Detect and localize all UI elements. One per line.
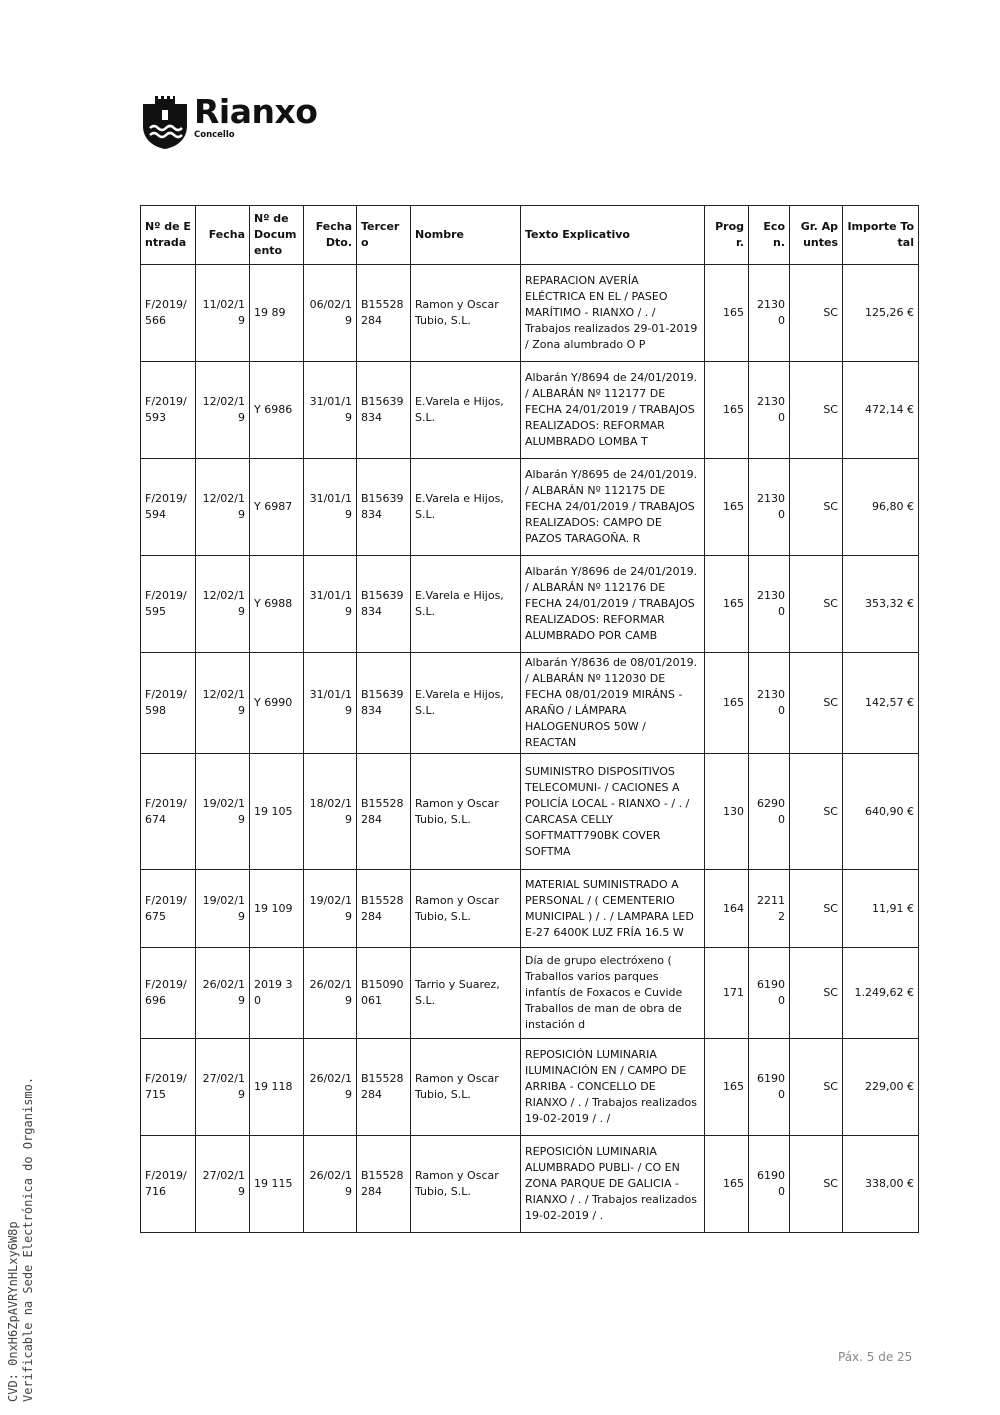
cell-description: Albarán Y/8636 de 08/01/2019. / ALBARÁN Nº 112030 DE FECHA 08/01/2019 MIRÁNS - ARAÑO / LÁMPARA HALOGENUROS 50W / REACTAN	[521, 653, 705, 754]
cell-entry-group: SC	[790, 265, 843, 362]
cell-supplier-name: Ramon y Oscar Tubio, S.L.	[411, 754, 521, 870]
header-total-amount: Importe Total	[843, 206, 919, 265]
cell-entry-group: SC	[790, 556, 843, 653]
cell-document-date: 31/01/19	[304, 556, 357, 653]
table-row	[141, 459, 919, 556]
cell-document-date: 26/02/19	[304, 948, 357, 1039]
cell-third-party-id: B15639834	[357, 556, 411, 653]
cell-supplier-name: E.Varela e Hijos, S.L.	[411, 653, 521, 754]
cell-economic-code: 21300	[749, 556, 790, 653]
logo	[142, 92, 342, 152]
cell-description: Albarán Y/8696 de 24/01/2019. / ALBARÁN Nº 112176 DE FECHA 24/01/2019 / TRABAJOS REALIZADOS: REFORMAR ALUMBRADO POR CAMB	[521, 556, 705, 653]
cell-third-party-id: B15528284	[357, 1039, 411, 1136]
cell-document-date: 26/02/19	[304, 1136, 357, 1233]
cell-document-date: 18/02/19	[304, 754, 357, 870]
cell-third-party-id: B15528284	[357, 1136, 411, 1233]
table-header-row	[141, 206, 919, 265]
cell-description: REPOSICIÓN LUMINARIA ALUMBRADO PUBLI- / CO EN ZONA PARQUE DE GALICIA - RIANXO / . / Trabajos realizados 19-02-2019 / .	[521, 1136, 705, 1233]
cell-description: Día de grupo electróxeno ( Traballos varios parques infantís de Foxacos e Cuvide Traballos de man de obra de instación d	[521, 948, 705, 1039]
cell-document-date: 06/02/19	[304, 265, 357, 362]
header-document-number: Nº de Documento	[250, 206, 304, 265]
cell-document-number: 19 109	[250, 870, 304, 948]
cell-document-date: 31/01/19	[304, 653, 357, 754]
cell-economic-code: 21300	[749, 459, 790, 556]
cell-total-amount: 338,00 €	[843, 1136, 919, 1233]
cell-economic-code: 62900	[749, 754, 790, 870]
cell-total-amount: 125,26 €	[843, 265, 919, 362]
cvd-code: CVD: 0nxH6ZpAVRYnHLxy6W8p	[6, 1221, 20, 1402]
table-row	[141, 653, 919, 754]
cell-date: 11/02/19	[196, 265, 250, 362]
cell-document-date: 19/02/19	[304, 870, 357, 948]
cvd-note: Verificable na Sede Electrónica do Organismo.	[21, 1076, 35, 1402]
cell-document-number: 19 89	[250, 265, 304, 362]
cell-description: MATERIAL SUMINISTRADO A PERSONAL / ( CEMENTERIO MUNICIPAL ) / . / LAMPARA LED E-27 6400K LUZ FRÍA 16.5 W	[521, 870, 705, 948]
cell-document-number: Y 6987	[250, 459, 304, 556]
cell-document-number: 19 105	[250, 754, 304, 870]
cell-total-amount: 96,80 €	[843, 459, 919, 556]
table-row	[141, 556, 919, 653]
cell-entry-number: F/2019/716	[141, 1136, 196, 1233]
cell-document-number: Y 6988	[250, 556, 304, 653]
cell-supplier-name: Ramon y Oscar Tubio, S.L.	[411, 870, 521, 948]
header-program: Progr.	[705, 206, 749, 265]
cell-date: 27/02/19	[196, 1136, 250, 1233]
header-document-date: Fecha Dto.	[304, 206, 357, 265]
cell-economic-code: 61900	[749, 1136, 790, 1233]
cell-third-party-id: B15528284	[357, 754, 411, 870]
cell-economic-code: 21300	[749, 362, 790, 459]
cell-document-number: 19 118	[250, 1039, 304, 1136]
cell-entry-number: F/2019/593	[141, 362, 196, 459]
cell-program: 165	[705, 1136, 749, 1233]
cell-supplier-name: Ramon y Oscar Tubio, S.L.	[411, 1039, 521, 1136]
cell-program: 165	[705, 459, 749, 556]
table-row	[141, 362, 919, 459]
cell-economic-code: 61900	[749, 948, 790, 1039]
header-description: Texto Explicativo	[521, 206, 705, 265]
cell-third-party-id: B15639834	[357, 362, 411, 459]
cell-total-amount: 142,57 €	[843, 653, 919, 754]
cell-document-number: Y 6990	[250, 653, 304, 754]
cell-entry-group: SC	[790, 870, 843, 948]
header-entry-group: Gr. Apuntes	[790, 206, 843, 265]
cell-date: 12/02/19	[196, 459, 250, 556]
cell-program: 164	[705, 870, 749, 948]
cell-third-party-id: B15528284	[357, 265, 411, 362]
cell-description: REPOSICIÓN LUMINARIA ILUMINACIÓN EN / CAMPO DE ARRIBA - CONCELLO DE RIANXO / . / Trabajos realizados 19-02-2019 / . /	[521, 1039, 705, 1136]
cell-entry-number: F/2019/594	[141, 459, 196, 556]
header-date: Fecha	[196, 206, 250, 265]
cell-date: 12/02/19	[196, 556, 250, 653]
cell-date: 26/02/19	[196, 948, 250, 1039]
cell-third-party-id: B15090061	[357, 948, 411, 1039]
cell-third-party-id: B15528284	[357, 870, 411, 948]
cell-entry-number: F/2019/715	[141, 1039, 196, 1136]
header-entry-number: Nº de Entrada	[141, 206, 196, 265]
cell-economic-code: 61900	[749, 1039, 790, 1136]
cell-entry-number: F/2019/675	[141, 870, 196, 948]
cell-entry-group: SC	[790, 1039, 843, 1136]
cell-document-number: Y 6986	[250, 362, 304, 459]
cell-description: Albarán Y/8695 de 24/01/2019. / ALBARÁN Nº 112175 DE FECHA 24/01/2019 / TRABAJOS REALIZADOS: CAMPO DE PAZOS TARAGOÑA. R	[521, 459, 705, 556]
cell-supplier-name: E.Varela e Hijos, S.L.	[411, 556, 521, 653]
cell-document-date: 26/02/19	[304, 1039, 357, 1136]
table-row	[141, 754, 919, 870]
cell-entry-number: F/2019/595	[141, 556, 196, 653]
cell-entry-group: SC	[790, 948, 843, 1039]
cell-economic-code: 21300	[749, 653, 790, 754]
cell-date: 19/02/19	[196, 754, 250, 870]
cell-supplier-name: E.Varela e Hijos, S.L.	[411, 459, 521, 556]
logo-title: Rianxo	[194, 92, 318, 131]
cell-total-amount: 472,14 €	[843, 362, 919, 459]
cell-entry-number: F/2019/696	[141, 948, 196, 1039]
cell-total-amount: 11,91 €	[843, 870, 919, 948]
cell-program: 130	[705, 754, 749, 870]
cell-entry-group: SC	[790, 459, 843, 556]
cell-program: 165	[705, 362, 749, 459]
cell-document-number: 19 115	[250, 1136, 304, 1233]
shield-icon	[142, 96, 188, 150]
cell-description: Albarán Y/8694 de 24/01/2019. / ALBARÁN Nº 112177 DE FECHA 24/01/2019 / TRABAJOS REALIZADOS: REFORMAR ALUMBRADO LOMBA T	[521, 362, 705, 459]
cell-entry-group: SC	[790, 653, 843, 754]
table-row	[141, 870, 919, 948]
cell-total-amount: 640,90 €	[843, 754, 919, 870]
page-number: Páx. 5 de 25	[838, 1350, 913, 1364]
logo-subtitle: Concello	[194, 130, 235, 140]
cell-document-date: 31/01/19	[304, 459, 357, 556]
cell-supplier-name: E.Varela e Hijos, S.L.	[411, 362, 521, 459]
header-supplier-name: Nombre	[411, 206, 521, 265]
invoice-table	[140, 205, 919, 1233]
cell-date: 12/02/19	[196, 653, 250, 754]
header-third-party-id: Tercero	[357, 206, 411, 265]
verification-code	[6, 1077, 36, 1402]
cell-program: 171	[705, 948, 749, 1039]
cell-supplier-name: Ramon y Oscar Tubio, S.L.	[411, 1136, 521, 1233]
table-row	[141, 948, 919, 1039]
cell-description: SUMINISTRO DISPOSITIVOS TELECOMUNI- / CACIONES A POLICÍA LOCAL - RIANXO - / . / CARCASA CELLY SOFTMATT790BK COVER SOFTMA	[521, 754, 705, 870]
cell-program: 165	[705, 1039, 749, 1136]
table-row	[141, 1039, 919, 1136]
cell-entry-group: SC	[790, 362, 843, 459]
cell-total-amount: 229,00 €	[843, 1039, 919, 1136]
cell-date: 19/02/19	[196, 870, 250, 948]
cell-date: 27/02/19	[196, 1039, 250, 1136]
cell-third-party-id: B15639834	[357, 653, 411, 754]
cell-supplier-name: Ramon y Oscar Tubio, S.L.	[411, 265, 521, 362]
cell-entry-number: F/2019/674	[141, 754, 196, 870]
cell-entry-group: SC	[790, 1136, 843, 1233]
table-row	[141, 1136, 919, 1233]
cell-entry-number: F/2019/598	[141, 653, 196, 754]
table-row	[141, 265, 919, 362]
cell-document-date: 31/01/19	[304, 362, 357, 459]
cell-program: 165	[705, 653, 749, 754]
cell-date: 12/02/19	[196, 362, 250, 459]
cell-description: REPARACION AVERÍA ELÉCTRICA EN EL / PASEO MARÍTIMO - RIANXO / . / Trabajos realizados 29-01-2019 / Zona alumbrado O P	[521, 265, 705, 362]
cell-economic-code: 21300	[749, 265, 790, 362]
cell-entry-number: F/2019/566	[141, 265, 196, 362]
cell-document-number: 2019 30	[250, 948, 304, 1039]
cell-program: 165	[705, 556, 749, 653]
cell-program: 165	[705, 265, 749, 362]
cell-entry-group: SC	[790, 754, 843, 870]
cell-total-amount: 1.249,62 €	[843, 948, 919, 1039]
cell-third-party-id: B15639834	[357, 459, 411, 556]
header-economic-code: Econ.	[749, 206, 790, 265]
cell-economic-code: 22112	[749, 870, 790, 948]
cell-supplier-name: Tarrio y Suarez, S.L.	[411, 948, 521, 1039]
cell-total-amount: 353,32 €	[843, 556, 919, 653]
